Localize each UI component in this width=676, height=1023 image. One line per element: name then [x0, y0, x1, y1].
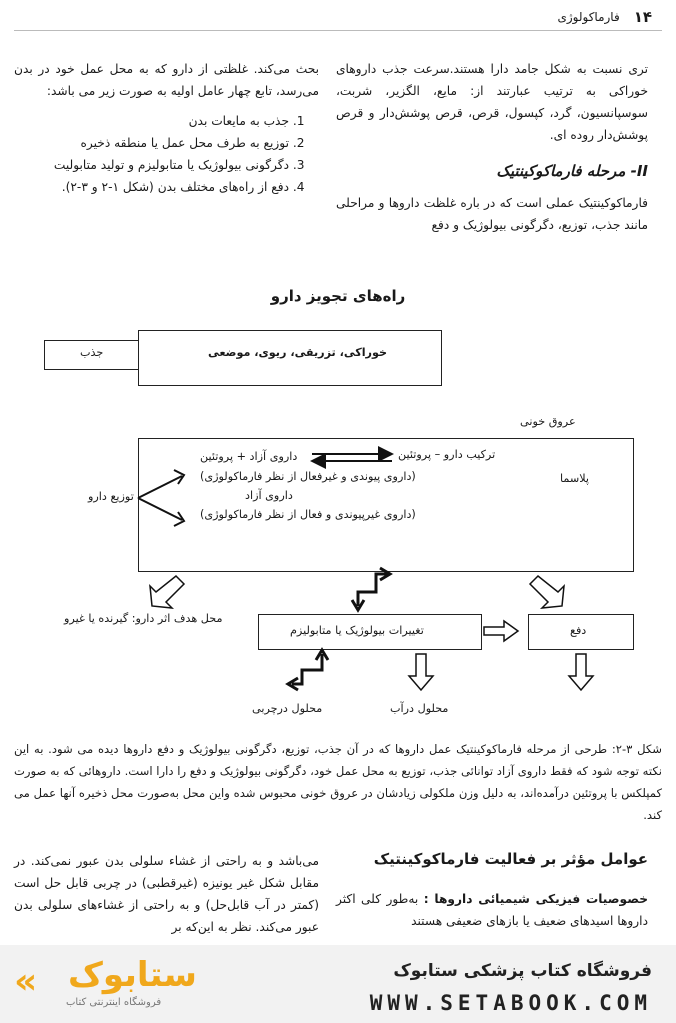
hollow-arrow-down-left-icon	[150, 576, 184, 608]
paragraph: بحث می‌کند. غلظتی از دارو که به محل عمل خود در بدن می‌رسد، تابع چهار عامل اولیه به صورت زیر می باشد:	[14, 62, 319, 98]
paragraph: فارماکوکینتیک عملی است که در باره غلظت داروها و مراحلی مانند جذب، توزیع، دگرگونی بیولوژیک و دفع	[336, 196, 648, 232]
section-heading: II- مرحله فارماکوکینتیک	[496, 162, 648, 180]
bottom-right-column	[336, 848, 648, 932]
hollow-arrow-down-right-icon	[530, 576, 564, 608]
list-item: 3. دگرگونی بیولوژیک یا متابولیزم و تولید متابولیت	[14, 154, 289, 176]
free-note: (داروی غیرپیوندی و فعال از نظر فارماکولوژی)	[200, 508, 416, 521]
list-item: 4. دفع از راه‌های مختلف بدن (شکل ۱-۲ و ۳-۲).	[14, 176, 289, 198]
list-item: 1. جذب به مایعات بدن	[14, 110, 289, 132]
list-item: 2. توزیع به طرف محل عمل یا منطقه ذخیره	[14, 132, 289, 154]
lipid-soluble-label: محلول درچربی	[252, 702, 323, 715]
paragraph: تری نسبت به شکل جامد دارا هستند.سرعت جذب داروهای خوراکی به ترتیب عبارتند از: مایع، الگزیر، شربت، سوسپانسیون، گرد، کپسول، قرص، قرص پوشش‌دار و قرص پوشش‌دار روده ای.	[336, 62, 648, 142]
store-logo-subtitle: فروشگاه اینترنتی کتاب	[66, 997, 162, 1008]
metabolism-label: تغییرات بیولوژیک یا متابولیزم	[290, 624, 424, 637]
zigzag-arrow-lower-icon	[288, 650, 328, 690]
bottom-left-column	[14, 850, 319, 938]
vessels-label: عروق خونی	[520, 415, 576, 428]
double-chevron-left-icon: «	[14, 961, 38, 1002]
distribution-fork-icon	[138, 470, 184, 526]
equilibrium-arrow-icon	[312, 454, 392, 461]
paragraph	[336, 888, 648, 932]
store-url-link[interactable]: WWW.SETABOOK.COM	[369, 991, 652, 1015]
absorption-label: جذب	[80, 346, 104, 359]
distribution-label: توزیع دارو	[88, 490, 134, 503]
paragraph: می‌باشد و به راحتی از غشاء سلولی بدن عبور نمی‌کند. در مقابل شکل غیر یونیزه (غیرقطبی) در چربی قابل حل است (کمتر در آب قابل‌حل) و به راحتی از غشاءهای سلولی بدن عبور می‌کند. نظر به این‌که بر	[14, 854, 319, 934]
section-heading: عوامل مؤثر بر فعالیت فارماکوکینتیک	[373, 850, 648, 868]
routes-label: خوراکی، تزریقی، ریوی، موضعی	[208, 346, 388, 359]
free-drug-label: داروی آزاد	[245, 489, 293, 502]
running-title: فارماکولوژی	[557, 10, 620, 24]
paragraph-text: به‌طور کلی اکثر داروها اسیدهای ضعیف یا بازهای ضعیفی هستند	[336, 892, 648, 928]
water-soluble-label: محلول درآب	[390, 702, 449, 715]
diagram-title: راه‌های تجویز دارو	[270, 287, 406, 305]
bound-note: (داروی پیوندی و غیرفعال از نظر فارماکولوژی)	[200, 470, 416, 483]
complex-label: ترکیب دارو – پروتئین	[398, 448, 496, 461]
store-name: فروشگاه کتاب پزشکی ستابوک	[393, 961, 652, 981]
excretion-label: دفع	[570, 624, 587, 637]
page-number: ۱۴	[633, 8, 652, 26]
target-site-label: محل هدف اثر دارو: گیرنده یا غیرو	[64, 612, 223, 625]
figure-caption: شکل ۳-۲: طرحی از مرحله فارماکوکینتیک عمل داروها که در آن جذب، توزیع، دگرگونی بیولوژیک و دفع داروها دیده می شود. به این نکته توجه شود که فقط داروی آزاد توانائی جذب، توزیع به محل عمل خود، دگرگونی بیولوژیک و دفع را دارا است. داروهائی که به صورت کمپلکس با پروتئین درآمده‌اند، به دلیل وزن ملکولی زیادشان در عروق خونی محبوس شده واین محل به‌صورت محل ذخیره آنها عمل می کند.	[14, 742, 662, 822]
store-logo: ستابوک	[68, 955, 197, 995]
zigzag-arrow-icon	[352, 568, 390, 610]
hollow-arrow-right-icon	[484, 621, 518, 641]
hollow-arrow-down-icon	[409, 654, 593, 690]
bold-lead: خصوصیات فیزیکی شیمیائی داروها :	[423, 892, 648, 906]
free-protein-label: داروی آزاد + پروتئین	[200, 450, 298, 463]
plasma-label: پلاسما	[560, 472, 590, 485]
store-banner[interactable]	[0, 945, 676, 1023]
